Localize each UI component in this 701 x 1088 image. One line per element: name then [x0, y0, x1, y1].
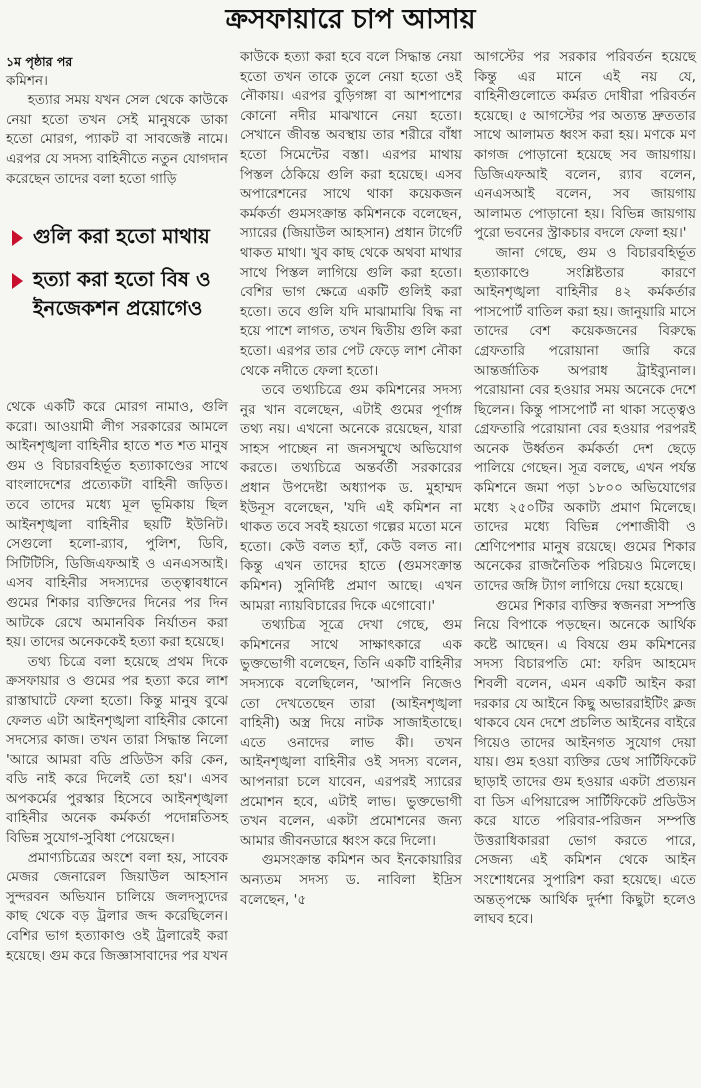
paragraph: তথ্য চিত্রে বলা হয়েছে প্রথম দিকে ক্রসফায়ার ও গুমের পর হত্যা করে লাশ রাস্তাঘাটে ফেলা হতো। কিন্তু মানুষ বুঝে ফেলত এটা আইনশৃঙ্খলা বাহিনীর কোনো সদস্যের কাজ। তখন তারা সিদ্ধান্ত নিলো 'আরে আমরা বডি প্রডিউস করি কেন, বডি নাই করে দিলেই তো হয়'। এসব অপকর্মের পুরস্কার হিসেবে আইনশৃঙ্খলা বাহিনীর অনেক কর্মকর্তা পদোন্নতিসহ বিভিন্ন সুযোগ-সুবিধা পেয়েছেন।: [6, 653, 228, 847]
paragraph: প্রমাণ্যচিত্রের অংশে বলা হয়, সাবেক মেজর জেনারেল জিয়াউল আহসান সুন্দরবন অভিযান চালিয়ে জলদস্যুদের কাছ থেকে বড় ট্রলার জব্দ করেছিলেন। বেশির ভাগ হত্যাকাণ্ড ওই ট্রলারেই করা হয়েছে। গুম করে জিজ্ঞাসাবাদের পর যখন: [6, 849, 228, 964]
column-1-top: [6, 52, 228, 189]
paragraph: তবে তথ্যচিত্রে গুম কমিশনের সদস্য নুর খান বলেছেন, এটাই গুমের পূর্ণাঙ্গ তথ্য নয়। এখনো অনেকে রয়েছেন, যারা সাহস পাচ্ছেন না জনসম্মুখে অভিযোগ করতে। তথ্যচিত্রে অন্তর্বর্তী সরকারের প্রধান উপদেষ্টা অধ্যাপক ড. মুহাম্মদ ইউনূস বলেছেন, 'যদি এই কমিশন না থাকত তবে সবই হয়তো গল্পের মতো মনে হতো। কেউ বলত হ্যাঁ, কেউ বলত না। কিন্তু এখন তাদের হাতে (গুমসংক্রান্ত কমিশন) সুনির্দিষ্ট প্রমাণ আছে। এখন আমরা ন্যায়বিচারের দিকে এগোবো।': [240, 382, 462, 614]
paragraph: আগস্টের পর সরকার পরিবর্তন হয়েছে কিন্তু এর মানে এই নয় যে, বাহিনীগুলোতে কর্মরত দোষীরা পরিবর্তন হয়েছে। ৫ আগস্টের পর অত্যন্ত দ্রুততার সাথে আলামত ধ্বংস করা হয়। মণকে মণ কাগজ পোড়ানো হয়েছে সব জায়গায়। ডিজিএফআই বলেন, র‍্যাব বলেন, এনএসআই বলেন, সব জায়গায় আলামত পোড়ানো হয়। বিভিন্ন জায়গায় পুরো ভবনের স্ট্রাকচার বদলে ফেলা হয়।': [474, 49, 696, 242]
paragraph: গুমসংক্রান্ত কমিশন অব ইনকোয়ারির অন্যতম সদস্য ড. নাবিলা ইদ্রিস বলেছেন, '৫: [240, 852, 462, 908]
subhead: হত্যা করা হতো বিষ ও ইনজেকশন প্রয়োগেও: [8, 265, 233, 323]
column-2: [240, 48, 462, 910]
paragraph: গুমের শিকার ব্যক্তির স্বজনরা সম্পত্তি নিয়ে বিপাকে পড়ছেন। অনেকে আর্থিক কষ্টে আছেন। এ বিষয়ে গুম কমিশনের সদস্য বিচারপতি মো: ফরিদ আহমেদ শিবলী বলেন, এমন একটি আইন করা দরকার যে আইনে কিছু অভাররাইটিং ক্লজ থাকবে যেন দেশে প্রচলিত আইনের বাইরে গিয়েও তাদের আইনগত সুযোগ দেয়া যায়। গুম হওয়া ব্যক্তির ডেথ সার্টিফিকেট ছাড়াই তাদের গুম হওয়ার একটা প্রত্যয়ন বা ডিস এপিয়ারেন্স সার্টিফিকেট প্রডিউস করে যাতে পরিবার-পরিজন সম্পত্তি উত্তরাধিকাররা ভোগ করতে পারে, সেজন্য এই কমিশন থেকে আইন সংশোধনের সুপারিশ করা হয়েছে। এতে অন্তত্পক্ষে আর্থিক দুর্দশা কিছুটা হলেও লাঘব হবে।: [474, 597, 696, 928]
paragraph: থেকে একটি করে মোরগ নামাও, গুলি করো। আওয়ামী লীগ সরকারের আমলে আইনশৃঙ্খলা বাহিনীর হাতে শত শত মানুষ গুম ও বিচারবহির্ভূত হত্যাকাণ্ডের সাথে বাংলাদেশের প্রত্যেকটা বাহিনী জড়িত। তবে তাদের মধ্যে মূল ভূমিকায় ছিল আইনশৃঙ্খলা বাহিনীর ছয়টি ইউনিট। সেগুলো হলো-র‍্যাব, পুলিশ, ডিবি, সিটিটিসি, ডিজিএফআই ও এনএসআই। এসব বাহিনীর সদস্যদের তত্ত্বাবধানে গুমের শিকার ব্যক্তিদের দিনের পর দিন আটকে রেখে অমানবিক নির্যাতন করা হয়। তাদের অনেককেই হত্যা করা হয়েছে।: [6, 399, 228, 651]
paragraph: জানা গেছে, গুম ও বিচারবহির্ভূত হত্যাকাণ্ডে সংশ্লিষ্টতার কারণে আইনশৃঙ্খলা বাহিনীর ৪২ কর্মকর্তার পাসপোর্ট বাতিল করা হয়। জানুয়ারি মাসে তাদের বেশ কয়েকজনের বিরুদ্ধে গ্রেফতারি পরোয়ানা জারি করে আন্তর্জাতিক অপরাধ ট্রাইব্যুনাল। পরোয়ানা বের হওয়ার সময় অনেকে দেশে ছিলেন। কিন্তু পাসপোর্ট না থাকা সত্ত্বেও গ্রেফতারি পরোয়ানা বের হওয়ার পরপরই অনেক উর্ধ্বতন কর্মকর্তা দেশ ছেড়ে পালিয়ে গেছেন। সূত্র বলছে, এখন পর্যন্ত কমিশনে জমা পড়া ১৮০০ অভিযোগের মধ্যে ২৫০টির অকাট্য প্রমাণ মিলেছে। তাদের মধ্যে বিভিন্ন পেশাজীবী ও শ্রেণিপেশার মানুষ রয়েছে। গুমের শিকার অনেকের রাজনৈতিক পরিচয়ও মিলেছে। তাদের জঙ্গি ট্যাগ লাগিয়ে দেয়া হয়েছে।: [474, 244, 696, 595]
paragraph: কাউকে হত্যা করা হবে বলে সিদ্ধান্ত নেয়া হতো তখন তাকে তুলে নেয়া হতো ওই নৌকায়। এরপর বুড়িগঙ্গা বা আশপাশের কোনো নদীর মাঝখানে নেয়া হতো। সেখানে জীবন্ত অবস্থায় তার শরীরে বাঁধা হতো সিমেন্টের বস্তা। এরপর মাথায় পিস্তল ঠেকিয়ে গুলি করা হয়েছে। এসব অপারেশনের সাথে থাকা কয়েকজন কর্মকর্তা গুমসংক্রান্ত কমিশনকে বলেছেন, স্যারের (জিয়াউল আহসান) প্রধান টার্গেট থাকত মাথা। খুব কাছ থেকে অথবা মাথার সাথে পিস্তল লাগিয়ে গুলি করা হতো। বেশির ভাগ ক্ষেত্রে একটি গুলিই করা হতো। তবে গুলি যদি মাঝামাঝি বিদ্ধ না হয়ে পাশে লাগত, তখন দ্বিতীয় গুলি করা হতো। এরপর তার পেট ফেড়ে লাশ নৌকা থেকে নদীতে ফেলা হতো।: [240, 49, 462, 379]
continued-from-label: ১ম পৃষ্ঠার পর: [6, 54, 73, 69]
triangle-bullet-icon: [12, 273, 23, 289]
triangle-bullet-icon: [12, 230, 23, 246]
column-3: [474, 48, 696, 930]
paragraph: হত্যার সময় যখন সেল থেকে কাউকে নেয়া হতো তখন সেই মানুষকে ডাকা হতো মোরগ, প্যাকট বা সাবজেক্ট নামে। এরপর যে সদস্য বাহিনীতে নতুন যোগদান করেছেন তাদের বলা হতো গাড়ি: [6, 92, 228, 187]
subheads: [8, 222, 233, 337]
headline: ক্রসফায়ারে চাপ আসায়: [225, 4, 476, 35]
column-1-bottom: [6, 398, 228, 966]
subhead: গুলি করা হতো মাথায়: [8, 222, 233, 251]
paragraph: তথ্যচিত্র সূত্রে দেখা গেছে, গুম কমিশনের সাথে সাক্ষাৎকারে এক ভুক্তভোগী বলেছেন, তিনি একটি বাহিনীর সদস্যকে বলেছিলেন, 'আপনি নিজেও তো দেখতেছেন তারা (আইনশৃঙ্খলা বাহিনী) অস্ত্র দিয়ে নাটক সাজাইতাছে। এতে ওনাদের লাভ কী। তখন আইনশৃঙ্খলা বাহিনীর ওই সদস্য বলেন, আপনারা চলে যাবেন, এরপরই স্যারের প্রমোশন হবে, এটাই লাভ। ভুক্তভোগী তখন বলেন, একটা প্রমোশনের জন্য আমার জীবনডারে ধ্বংস করে দিলো।: [240, 617, 462, 849]
paragraph: কমিশন।: [6, 72, 48, 89]
